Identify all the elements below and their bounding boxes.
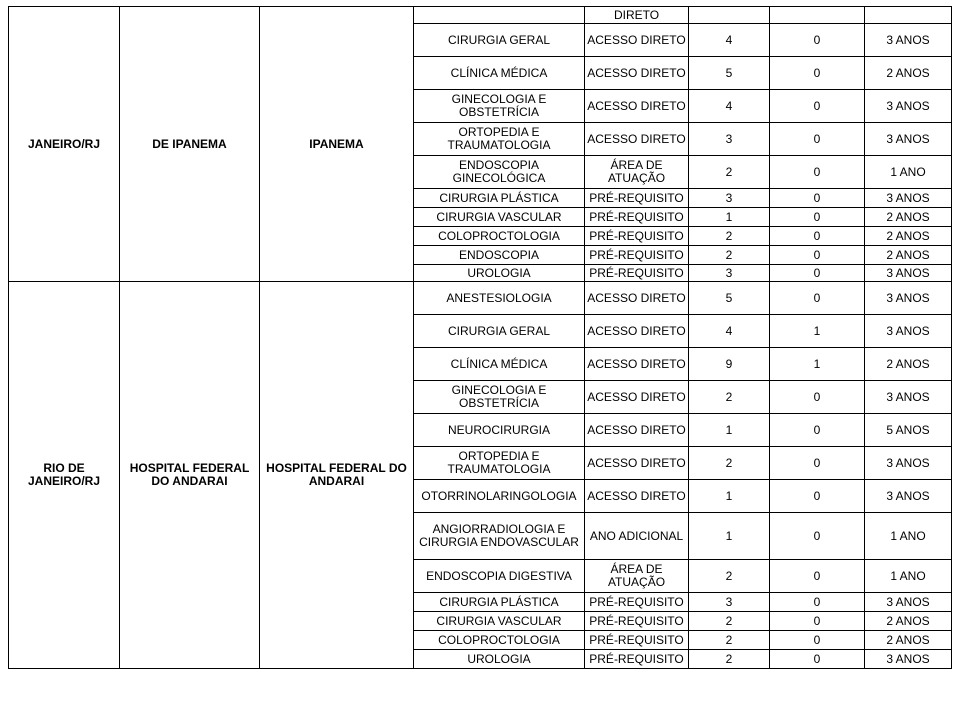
access-cell: DIRETO <box>585 7 689 24</box>
access-cell: ANO ADICIONAL <box>585 513 689 560</box>
specialty-cell: CIRURGIA PLÁSTICA <box>414 189 585 208</box>
vagas-cell: 2 <box>689 227 770 246</box>
specialty-cell: ORTOPEDIA E TRAUMATOLOGIA <box>414 123 585 156</box>
vagas-cell: 5 <box>689 282 770 315</box>
specialty-cell: CIRURGIA GERAL <box>414 24 585 57</box>
institution-cell: DE IPANEMA <box>120 7 260 282</box>
access-cell: PRÉ-REQUISITO <box>585 650 689 669</box>
vagas-cell: 3 <box>689 265 770 282</box>
vagas-extra-cell: 0 <box>770 246 865 265</box>
vagas-cell: 4 <box>689 24 770 57</box>
vagas-extra-cell: 0 <box>770 414 865 447</box>
vagas-extra-cell: 0 <box>770 631 865 650</box>
access-cell: ACESSO DIRETO <box>585 57 689 90</box>
vagas-extra-cell: 1 <box>770 348 865 381</box>
specialty-cell: OTORRINOLARINGOLOGIA <box>414 480 585 513</box>
duration-cell: 3 ANOS <box>865 282 952 315</box>
vagas-extra-cell: 0 <box>770 57 865 90</box>
vagas-extra-cell: 1 <box>770 315 865 348</box>
vagas-extra-cell <box>770 7 865 24</box>
specialty-cell <box>414 7 585 24</box>
duration-cell: 2 ANOS <box>865 348 952 381</box>
specialty-cell: GINECOLOGIA E OBSTETRÍCIA <box>414 90 585 123</box>
duration-cell: 1 ANO <box>865 560 952 593</box>
vagas-cell: 3 <box>689 593 770 612</box>
access-cell: PRÉ-REQUISITO <box>585 265 689 282</box>
access-cell: ACESSO DIRETO <box>585 381 689 414</box>
specialty-cell: ANESTESIOLOGIA <box>414 282 585 315</box>
duration-cell: 3 ANOS <box>865 480 952 513</box>
duration-cell: 2 ANOS <box>865 227 952 246</box>
vagas-cell: 2 <box>689 381 770 414</box>
duration-cell: 2 ANOS <box>865 631 952 650</box>
vagas-cell: 1 <box>689 480 770 513</box>
vagas-extra-cell: 0 <box>770 650 865 669</box>
specialty-cell: UROLOGIA <box>414 650 585 669</box>
access-cell: PRÉ-REQUISITO <box>585 593 689 612</box>
unit-cell: IPANEMA <box>260 7 414 282</box>
duration-cell: 3 ANOS <box>865 315 952 348</box>
vagas-cell: 2 <box>689 447 770 480</box>
specialty-cell: ORTOPEDIA E TRAUMATOLOGIA <box>414 447 585 480</box>
location-cell: JANEIRO/RJ <box>9 7 120 282</box>
duration-cell: 1 ANO <box>865 513 952 560</box>
vagas-extra-cell: 0 <box>770 227 865 246</box>
vagas-cell: 2 <box>689 612 770 631</box>
duration-cell: 5 ANOS <box>865 414 952 447</box>
access-cell: PRÉ-REQUISITO <box>585 631 689 650</box>
specialty-cell: ANGIORRADIOLOGIA E CIRURGIA ENDOVASCULAR <box>414 513 585 560</box>
location-cell: RIO DE JANEIRO/RJ <box>9 282 120 669</box>
access-cell: PRÉ-REQUISITO <box>585 208 689 227</box>
institution-cell: HOSPITAL FEDERAL DO ANDARAI <box>120 282 260 669</box>
specialty-cell: CIRURGIA PLÁSTICA <box>414 593 585 612</box>
vagas-extra-cell: 0 <box>770 480 865 513</box>
specialty-cell: UROLOGIA <box>414 265 585 282</box>
specialty-cell: CLÍNICA MÉDICA <box>414 348 585 381</box>
duration-cell: 2 ANOS <box>865 208 952 227</box>
duration-cell: 2 ANOS <box>865 57 952 90</box>
vagas-cell: 2 <box>689 246 770 265</box>
access-cell: PRÉ-REQUISITO <box>585 246 689 265</box>
duration-cell: 2 ANOS <box>865 612 952 631</box>
specialty-cell: COLOPROCTOLOGIA <box>414 227 585 246</box>
vagas-cell: 2 <box>689 631 770 650</box>
vagas-extra-cell: 0 <box>770 593 865 612</box>
access-cell: PRÉ-REQUISITO <box>585 227 689 246</box>
access-cell: PRÉ-REQUISITO <box>585 612 689 631</box>
duration-cell: 3 ANOS <box>865 189 952 208</box>
vagas-extra-cell: 0 <box>770 156 865 189</box>
vagas-cell <box>689 7 770 24</box>
specialty-cell: CIRURGIA GERAL <box>414 315 585 348</box>
vagas-cell: 1 <box>689 414 770 447</box>
unit-cell: HOSPITAL FEDERAL DO ANDARAI <box>260 282 414 669</box>
duration-cell: 3 ANOS <box>865 24 952 57</box>
residency-table <box>8 6 952 669</box>
vagas-extra-cell: 0 <box>770 381 865 414</box>
vagas-extra-cell: 0 <box>770 612 865 631</box>
access-cell: ACESSO DIRETO <box>585 414 689 447</box>
duration-cell: 3 ANOS <box>865 650 952 669</box>
vagas-cell: 2 <box>689 560 770 593</box>
access-cell: ÁREA DE ATUAÇÃO <box>585 156 689 189</box>
specialty-cell: CIRURGIA VASCULAR <box>414 612 585 631</box>
specialty-cell: NEUROCIRURGIA <box>414 414 585 447</box>
vagas-extra-cell: 0 <box>770 189 865 208</box>
specialty-cell: ENDOSCOPIA DIGESTIVA <box>414 560 585 593</box>
access-cell: ACESSO DIRETO <box>585 90 689 123</box>
vagas-cell: 2 <box>689 156 770 189</box>
access-cell: ACESSO DIRETO <box>585 315 689 348</box>
duration-cell: 3 ANOS <box>865 593 952 612</box>
vagas-extra-cell: 0 <box>770 265 865 282</box>
access-cell: PRÉ-REQUISITO <box>585 189 689 208</box>
access-cell: ACESSO DIRETO <box>585 282 689 315</box>
specialty-cell: GINECOLOGIA E OBSTETRÍCIA <box>414 381 585 414</box>
duration-cell <box>865 7 952 24</box>
vagas-cell: 3 <box>689 123 770 156</box>
duration-cell: 3 ANOS <box>865 447 952 480</box>
specialty-cell: ENDOSCOPIA GINECOLÓGICA <box>414 156 585 189</box>
duration-cell: 3 ANOS <box>865 265 952 282</box>
access-cell: ACESSO DIRETO <box>585 447 689 480</box>
access-cell: ACESSO DIRETO <box>585 348 689 381</box>
vagas-extra-cell: 0 <box>770 560 865 593</box>
vagas-extra-cell: 0 <box>770 513 865 560</box>
vagas-cell: 4 <box>689 315 770 348</box>
table-row <box>9 282 952 315</box>
duration-cell: 3 ANOS <box>865 123 952 156</box>
vagas-extra-cell: 0 <box>770 447 865 480</box>
vagas-extra-cell: 0 <box>770 282 865 315</box>
vagas-cell: 1 <box>689 208 770 227</box>
specialty-cell: CLÍNICA MÉDICA <box>414 57 585 90</box>
duration-cell: 1 ANO <box>865 156 952 189</box>
vagas-cell: 9 <box>689 348 770 381</box>
access-cell: ACESSO DIRETO <box>585 123 689 156</box>
specialty-cell: ENDOSCOPIA <box>414 246 585 265</box>
specialty-cell: COLOPROCTOLOGIA <box>414 631 585 650</box>
vagas-cell: 3 <box>689 189 770 208</box>
vagas-extra-cell: 0 <box>770 208 865 227</box>
access-cell: ACESSO DIRETO <box>585 24 689 57</box>
vagas-cell: 5 <box>689 57 770 90</box>
specialty-cell: CIRURGIA VASCULAR <box>414 208 585 227</box>
vagas-cell: 4 <box>689 90 770 123</box>
vagas-cell: 1 <box>689 513 770 560</box>
vagas-extra-cell: 0 <box>770 123 865 156</box>
duration-cell: 3 ANOS <box>865 90 952 123</box>
access-cell: ACESSO DIRETO <box>585 480 689 513</box>
duration-cell: 3 ANOS <box>865 381 952 414</box>
vagas-extra-cell: 0 <box>770 24 865 57</box>
duration-cell: 2 ANOS <box>865 246 952 265</box>
table-row <box>9 7 952 24</box>
vagas-extra-cell: 0 <box>770 90 865 123</box>
access-cell: ÁREA DE ATUAÇÃO <box>585 560 689 593</box>
vagas-cell: 2 <box>689 650 770 669</box>
